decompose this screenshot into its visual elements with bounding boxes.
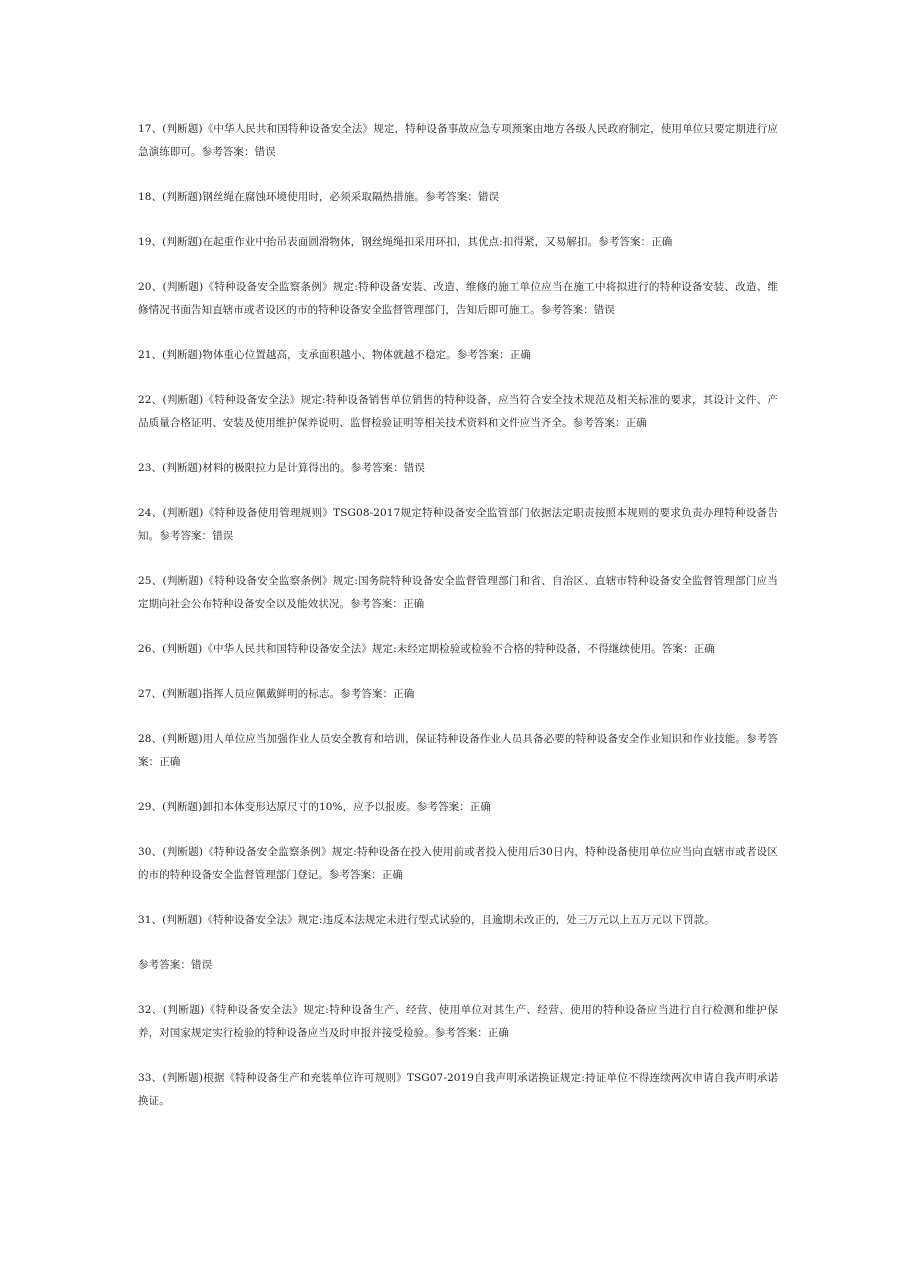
question-23: 23、(判断题)材料的极限拉力是计算得出的。参考答案：错误	[138, 462, 425, 474]
question-18: 18、(判断题)钢丝绳在腐蚀环境使用时，必须采取隔热措施。参考答案：错误	[138, 191, 500, 203]
question-17: 17、(判断题)《中华人民共和国特种设备安全法》规定，特种设备事故应急专项预案由地方各级人民政府制定，使用单位只要定期进行应急演练即可。参考答案：错误	[138, 123, 778, 158]
question-28: 28、(判断题)用人单位应当加强作业人员安全教育和培训，保证特种设备作业人员具备必要的特种设备安全作业知识和作业技能。参考答案：正确	[138, 733, 778, 768]
document-body	[138, 118, 778, 1135]
question-31: 31、(判断题)《特种设备安全法》规定:违反本法规定未进行型式试验的，且逾期未改正的，处三万元以上五万元以下罚款。	[138, 914, 715, 926]
question-24: 24、(判断题)《特种设备使用管理规则》TSG08-2017规定特种设备安全监管部门依据法定职责按照本规则的要求负责办理特种设备告知。参考答案：错误	[138, 507, 778, 542]
question-22: 22、(判断题)《特种设备安全法》规定:特种设备销售单位销售的特种设备，应当符合安全技术规范及相关标准的要求，其设计文件、产品质量合格证明、安装及使用维护保养说明、监督检验证明等相关技术资料和文件应当齐全。参考答案：正确	[138, 394, 778, 429]
question-31-answer: 参考答案：错误	[138, 959, 213, 971]
question-30: 30、(判断题)《特种设备安全监察条例》规定:特种设备在投入使用前或者投入使用后30日内，特种设备使用单位应当向直辖市或者设区的市的特种设备安全监督管理部门登记。参考答案：正确	[138, 846, 778, 881]
question-19: 19、(判断题)在起重作业中抬吊表面圆滑物体，钢丝绳绳扣采用环扣，其优点:扣得紧，又易解扣。参考答案：正确	[138, 236, 673, 248]
question-29: 29、(判断题)卸扣本体变形达原尺寸的10%，应予以报废。参考答案：正确	[138, 801, 491, 813]
question-25: 25、(判断题)《特种设备安全监察条例》规定:国务院特种设备安全监督管理部门和省、自治区、直辖市特种设备安全监督管理部门应当定期向社会公布特种设备安全以及能效状况。参考答案：正确	[138, 575, 778, 610]
question-26: 26、(判断题)《中华人民共和国特种设备安全法》规定:未经定期检验或检验不合格的特种设备，不得继续使用。答案：正确	[138, 643, 715, 655]
question-33: 33、(判断题)根据《特种设备生产和充装单位许可规则》TSG07-2019自我声明承诺换证规定:持证单位不得连续两次申请自我声明承诺换证。	[138, 1072, 778, 1107]
question-32: 32、(判断题)《特种设备安全法》规定:特种设备生产、经营、使用单位对其生产、经营、使用的特种设备应当进行自行检测和维护保养，对国家规定实行检验的特种设备应当及时申报并接受检验。参考答案：正确	[138, 1004, 778, 1039]
question-27: 27、(判断题)指挥人员应佩戴鲜明的标志。参考答案：正确	[138, 688, 415, 700]
question-21: 21、(判断题)物体重心位置越高，支承面积越小、物体就越不稳定。参考答案：正确	[138, 349, 531, 361]
question-20: 20、(判断题)《特种设备安全监察条例》规定:特种设备安装、改造、维修的施工单位应当在施工中将拟进行的特种设备安装、改造、维修情况书面告知直辖市或者设区的市的特种设备安全监督管理部门，告知后即可施工。参考答案：错误	[138, 281, 778, 316]
